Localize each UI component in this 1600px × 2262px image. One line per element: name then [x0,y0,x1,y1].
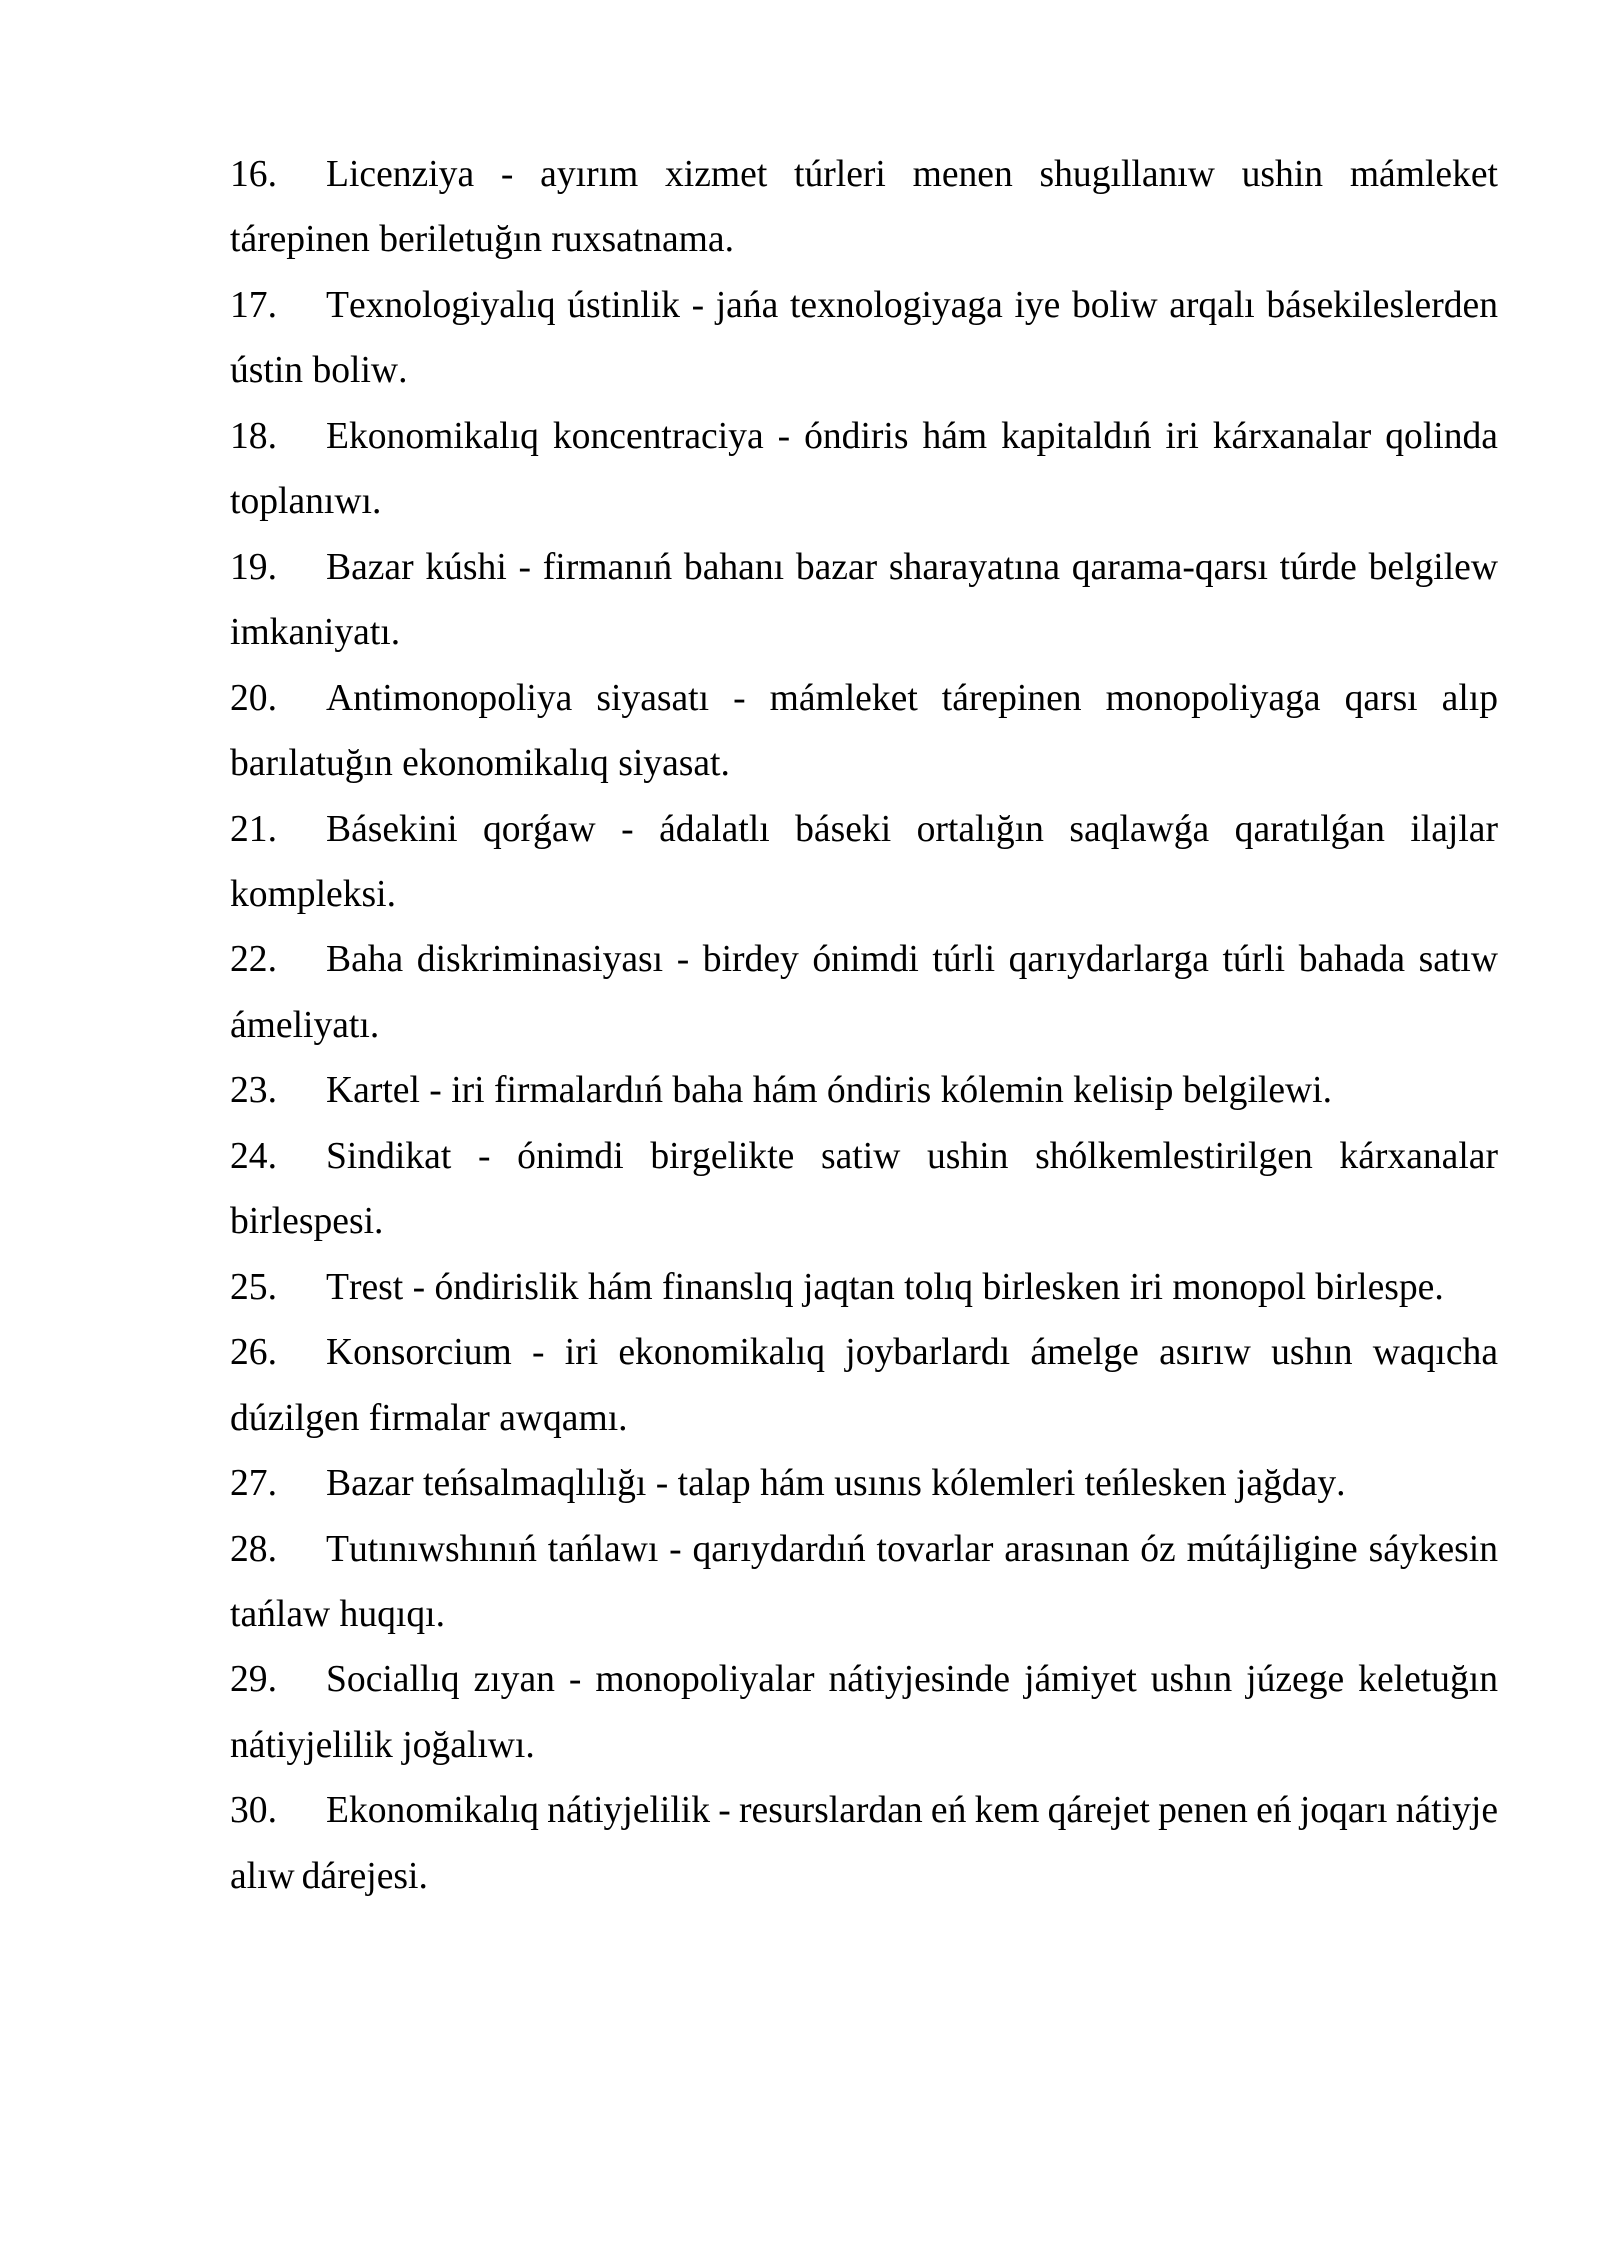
item-number: 28. [230,1528,277,1570]
item-number: 27. [230,1463,277,1505]
item-text: Kartel - iri firmalardıń baha hám óndiris kólemin kelisip belgilewi. [326,1070,1332,1112]
list-item [230,404,1498,535]
list-item [230,797,1498,928]
item-text: Bazar kúshi - firmanıń bahanı bazar sharayatına qarama-qarsı túrde belgilew imkaniyatı. [230,546,1498,654]
item-number: 22. [230,939,277,981]
item-number: 24. [230,1135,277,1177]
item-text: Tutınıwshınıń tańlawı - qarıydardıń tovarlar arasınan óz mútájligine sáykesin tańlaw huqıqı. [230,1528,1498,1635]
item-text: Baha diskriminasiyası - birdey ónimdi túrli qarıydarlarga túrli bahada satıw ámeliyatı. [230,939,1498,1046]
item-text: Bazar teńsalmaqlılığı - talap hám usınıs kólemleri teńlesken jağday. [326,1463,1346,1505]
item-text: Trest - óndirislik hám finanslıq jaqtan tolıq birlesken iri monopol birlespe. [326,1266,1444,1308]
item-number: 19. [230,546,277,588]
item-number: 18. [230,415,277,457]
item-text: Konsorcium - iri ekonomikalıq joybarlardı ámelge asırıw ushın waqıcha dúzilgen firmalar awqamı. [230,1332,1498,1439]
list-item [230,1255,1498,1320]
item-number: 16. [230,154,277,195]
item-number: 29. [230,1659,277,1701]
list-item [230,1517,1498,1648]
list-item [230,1778,1498,1909]
item-number: 17. [230,284,277,326]
list-item [230,927,1498,1058]
item-number: 20. [230,677,277,719]
definition-list [230,142,1498,1909]
list-item [230,535,1498,666]
item-text: Básekini qorǵaw - ádalatlı báseki ortalığın saqlawǵa qaratılǵan ilajlar kompleksi. [230,808,1498,915]
list-item [230,1451,1498,1516]
list-item [230,273,1498,404]
list-item [230,1058,1498,1123]
list-item [230,1647,1498,1778]
item-text: Sociallıq zıyan - monopoliyalar nátiyjesinde jámiyet ushın júzege keletuğın nátiyjelilik joğalıwı. [230,1659,1498,1766]
item-text: Licenziya - ayırım xizmet túrleri menen shugıllanıw ushin mámleket tárepinen beriletuğın ruxsatnama. [230,154,1498,261]
item-text: Ekonomikalıq nátiyjelilik - resurslardan eń kem qárejet penen eń joqarı nátiyje alıw dárejesi. [230,1790,1498,1897]
item-text: Texnologiyalıq ústinlik - jańa texnologiyaga iye boliw arqalı básekileslerden ústin boliw. [230,284,1498,392]
list-item [230,142,1498,273]
item-text: Antimonopoliya siyasatı - mámleket tárepinen monopoliyaga qarsı alıp barılatuğın ekonomikalıq siyasat. [230,677,1498,785]
item-number: 21. [230,808,277,850]
item-number: 25. [230,1266,277,1308]
item-text: Ekonomikalıq koncentraciya - óndiris hám kapitaldıń iri kárxanalar qolinda toplanıwı. [230,415,1498,523]
item-number: 23. [230,1070,277,1112]
list-item [230,1124,1498,1255]
list-item [230,666,1498,797]
item-number: 30. [230,1790,277,1832]
item-number: 26. [230,1332,277,1374]
item-text: Sindikat - ónimdi birgelikte satiw ushin shólkemlestirilgen kárxanalar birlespesi. [230,1135,1498,1243]
list-item [230,1320,1498,1451]
